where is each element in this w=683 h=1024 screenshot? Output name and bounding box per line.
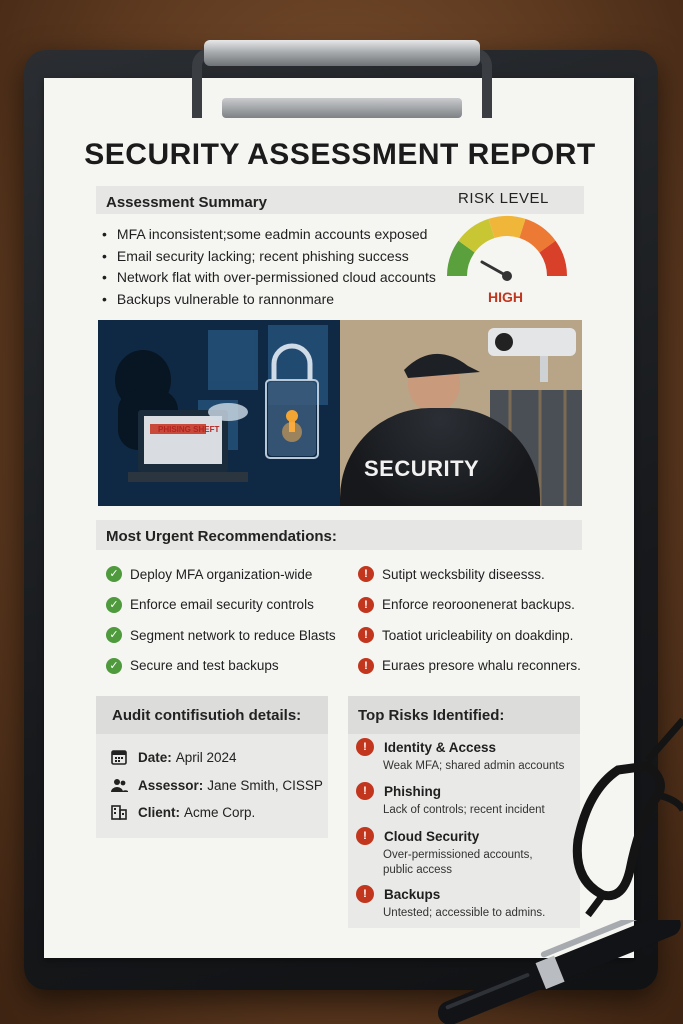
building-icon [110, 803, 128, 821]
recommendation-text: Euraes presore whalu reconners. [382, 658, 581, 674]
check-icon: ✓ [106, 627, 122, 643]
risk-level-value: HIGH [488, 289, 523, 305]
eyeglasses-icon [548, 700, 683, 920]
audit-date-row [110, 748, 237, 766]
recommendation-text: Deploy MFA organization-wide [130, 566, 313, 582]
check-icon: ✓ [106, 597, 122, 613]
risk-gauge-icon [442, 214, 572, 286]
users-icon [110, 776, 128, 794]
alert-icon: ! [356, 738, 374, 756]
risk-item [356, 738, 576, 774]
calendar-icon [110, 748, 128, 766]
hacker-illustration [98, 320, 340, 506]
recommendation-urgent-item [358, 651, 581, 682]
recommendation-done-item [106, 620, 336, 651]
risk-description: Over-permissioned accounts, public access [383, 849, 533, 876]
audit-details-heading: Audit contifisutioh details: [96, 696, 328, 734]
recommendations-heading: Most Urgent Recommendations: [96, 520, 582, 550]
laptop-screen-text: PHISING SHEFT [158, 425, 220, 434]
alert-icon: ! [358, 658, 374, 674]
top-risks-heading: Top Risks Identified: [348, 696, 580, 734]
clipboard-clip [192, 40, 492, 118]
recommendation-urgent-item [358, 590, 581, 621]
alert-icon: ! [358, 566, 374, 582]
recommendations-done-list [106, 559, 336, 681]
check-icon: ✓ [106, 566, 122, 582]
summary-bullet: • MFA inconsistent;some eadmin accounts exposed [102, 226, 436, 248]
recommendation-text: Toatiot uricleability on doakdinp. [382, 627, 574, 643]
risk-level-label: RISK LEVEL [458, 190, 549, 207]
hacker-photo [98, 320, 340, 506]
risk-title: Phishing [384, 783, 441, 799]
risk-item [356, 885, 576, 921]
alert-icon: ! [356, 827, 374, 845]
recommendation-text: Secure and test backups [130, 658, 279, 674]
summary-bullet: • Backups vulnerable to rannonmare [102, 291, 436, 313]
summary-heading: Assessment Summary [96, 186, 584, 214]
check-icon: ✓ [106, 658, 122, 674]
summary-bullet: • Email security lacking; recent phishing success [102, 248, 436, 270]
summary-bullet: • Network flat with over-permissioned cloud accounts [102, 269, 436, 291]
risk-description: Untested; accessible to admins. [383, 907, 546, 919]
audit-date-label: Date: [138, 749, 172, 765]
risk-item [356, 827, 576, 878]
jacket-security-text: SECURITY [364, 456, 480, 481]
report-title: SECURITY ASSESSMENT REPORT [84, 138, 596, 171]
risk-item [356, 782, 576, 818]
recommendation-text: Sutipt wecksbility diseesss. [382, 566, 545, 582]
audit-assessor-label: Assessor: [138, 777, 204, 793]
audit-assessor-value: Jane Smith, CISSP [207, 777, 323, 793]
alert-icon: ! [356, 885, 374, 903]
recommendation-urgent-item [358, 620, 581, 651]
pen-icon [420, 920, 683, 1024]
recommendation-done-item [106, 559, 336, 590]
audit-date-value: April 2024 [175, 749, 237, 765]
risk-description: Lack of controls; recent incident [383, 804, 545, 816]
risk-title: Identity & Access [384, 739, 497, 755]
audit-assessor-row [110, 776, 323, 794]
recommendation-text: Segment network to reduce Blasts [130, 627, 336, 643]
alert-icon: ! [358, 627, 374, 643]
audit-client-row [110, 803, 255, 821]
summary-bullets [102, 226, 436, 312]
recommendation-text: Enforce email security controls [130, 597, 314, 613]
recommendation-done-item [106, 651, 336, 682]
audit-client-label: Client: [138, 804, 180, 820]
risk-title: Backups [384, 886, 441, 902]
recommendations-urgent-list [358, 559, 581, 681]
recommendation-done-item [106, 590, 336, 621]
alert-icon: ! [358, 597, 374, 613]
security-guard-photo [340, 320, 582, 506]
gauge-segment [488, 216, 525, 238]
risk-title: Cloud Security [384, 828, 480, 844]
risk-description: Weak MFA; shared admin accounts [383, 760, 565, 772]
alert-icon: ! [356, 782, 374, 800]
recommendation-urgent-item [358, 559, 581, 590]
recommendation-text: Enforce reoroonenerat backups. [382, 597, 575, 613]
audit-client-value: Acme Corp. [184, 804, 256, 820]
